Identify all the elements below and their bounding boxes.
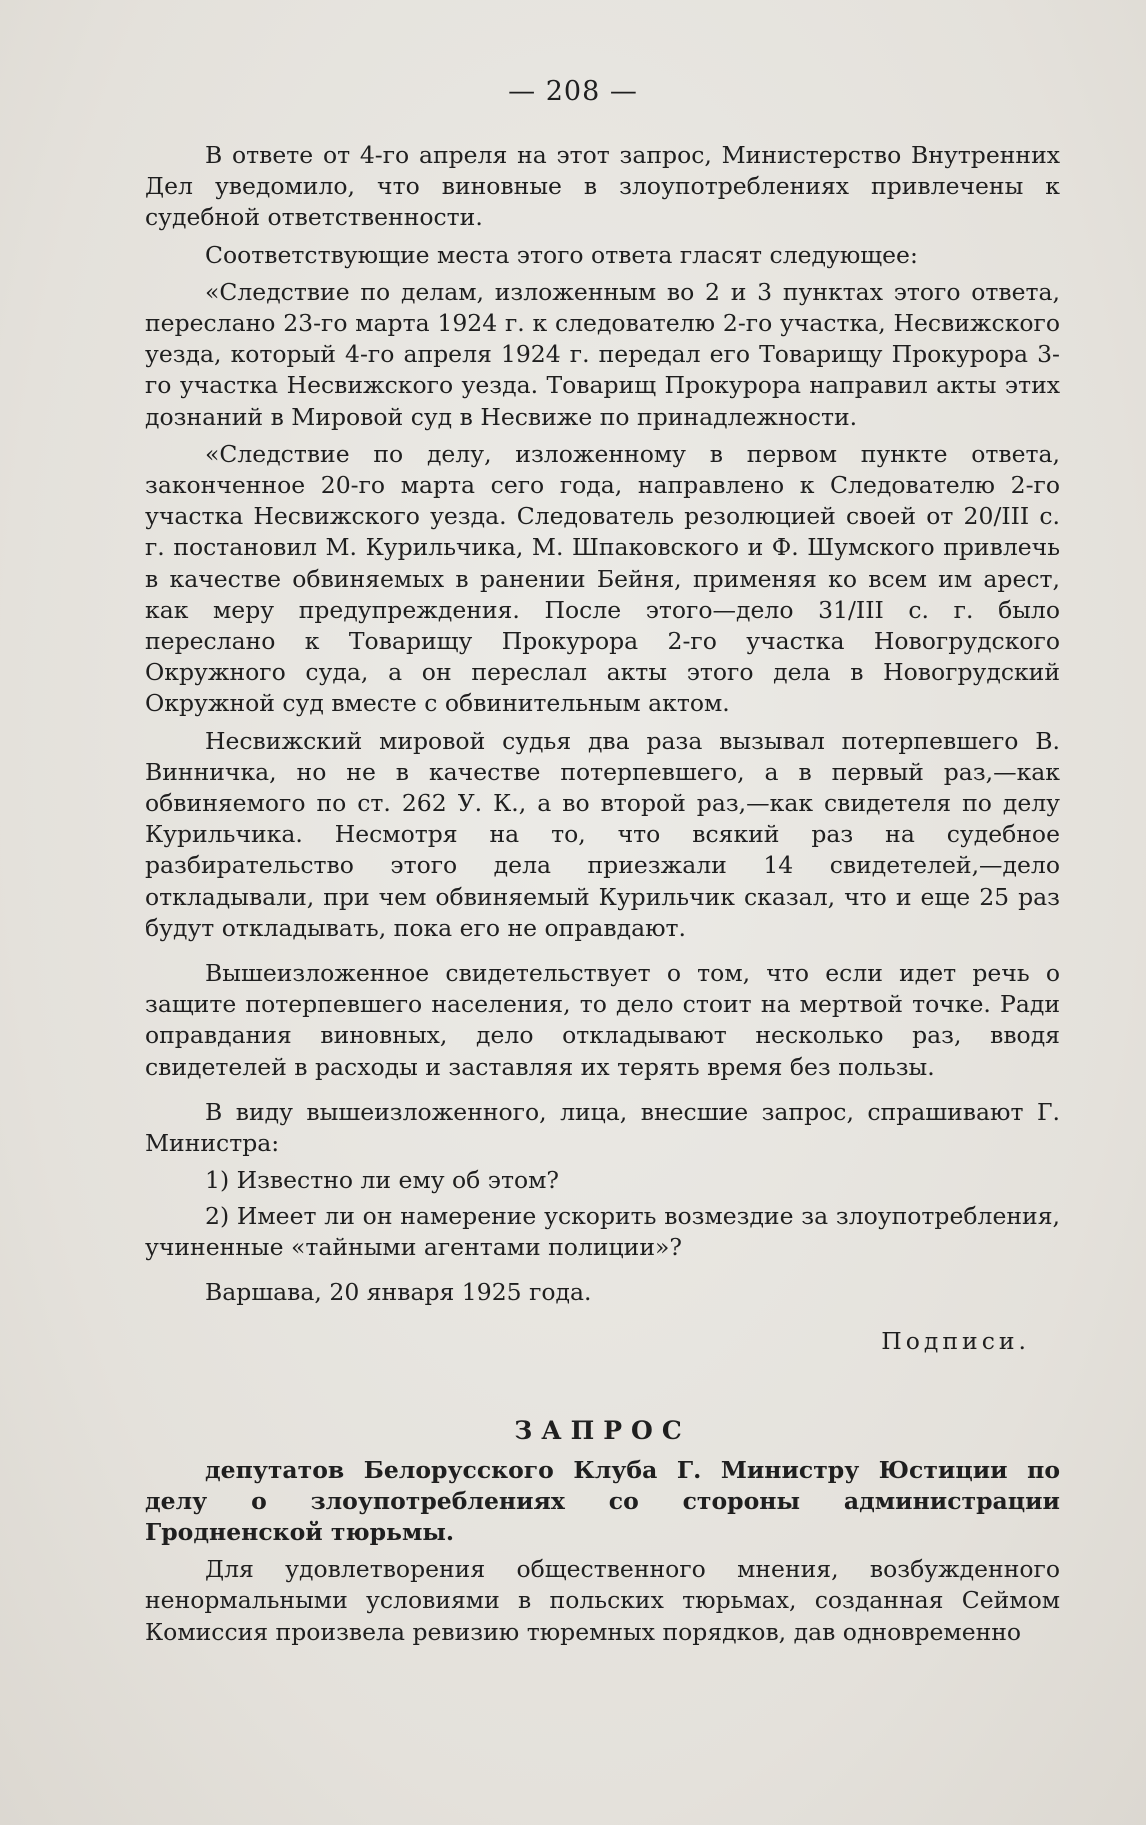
quote-paragraph: «Следствие по делам, изложенным во 2 и 3 пунктах этого ответа, переслано 23-го марта 1924 г. к следователю 2-го участка, Несвижского уезда, который 4-го апреля 1924 г. передал его Товарищу Прокурора 3-го участка Несвижского уезда. Товарищ Прокурора направил акты этих дознаний в Мировой суд в Несвиже по принадлежности.: [145, 277, 1060, 431]
paragraph: Вышеизложенное свидетельствует о том, что если идет речь о защите потерпевшего населения, то дело стоит на мертвой точке. Ради оправдания виновных, дело откладывают несколько раз, вводя свидетелей в расходы и заставляя их терять время без пользы.: [145, 959, 1060, 1081]
page-number: — 208 —: [508, 76, 638, 107]
date-line: Варшава, 20 января 1925 года.: [205, 1277, 592, 1306]
signature-line: Подписи.: [881, 1327, 1030, 1356]
question-item: 1) Известно ли ему об этом?: [205, 1166, 559, 1195]
question-item: 2) Имеет ли он намерение ускорить возмездие за злоупотребления, учиненные «тайными агентами полиции»?: [145, 1201, 1060, 1261]
paragraph: Для удовлетворения общественного мнения, возбужденного ненормальными условиями в польских тюрьмах, созданная Сеймом Комиссия произвела ревизию тюремных порядков, дав одновременно: [145, 1555, 1060, 1646]
section-subtitle: депутатов Белорусского Клуба Г. Министру Юстиции по делу о злоупотреблениях со стороны администрации Гродненской тюрьмы.: [145, 1455, 1060, 1546]
body-text: [145, 140, 1060, 1654]
quote-paragraph: «Следствие по делу, изложенному в первом пункте ответа, законченное 20-го марта сего года, направлено к Следователю 2-го участка Несвижского уезда. Следователь резолюцией своей от 20/III с. г. постановил М. Курильчика, М. Шпаковского и Ф. Шумского привлечь в качестве обвиняемых в ранении Бейня, применяя ко всем им арест, как меру предупреждения. После этого—дело 31/III с. г. было переслано к Товарищу Прокурора 2-го участка Новогрудского Окружного суда, а он переслал акты этого дела в Новогрудский Окружной суд вместе с обвинительным актом.: [145, 439, 1060, 718]
paragraph: В виду вышеизложенного, лица, внесшие запрос, спрашивают Г. Министра:: [145, 1097, 1060, 1158]
paragraph: Несвижский мировой судья два раза вызывал потерпевшего В. Винничка, но не в качестве потерпевшего, а в первый раз,—как обвиняемого по ст. 262 У. К., а во второй раз,—как свидетеля по делу Курильчика. Несмотря на то, что всякий раз на судебное разбирательство этого дела приезжали 14 свидетелей,—дело откладывали, при чем обвиняемый Курильчик сказал, что и еще 25 раз будут откладывать, пока его не оправдают.: [145, 726, 1060, 942]
paragraph: Соответствующие места этого ответа гласят следующее:: [205, 240, 918, 269]
section-title: ЗАПРОС: [514, 1416, 691, 1446]
paragraph: В ответе от 4-го апреля на этот запрос, Министерство Внутренних Дел уведомило, что виновные в злоупотреблениях привлечены к судебной ответственности.: [145, 141, 1060, 232]
